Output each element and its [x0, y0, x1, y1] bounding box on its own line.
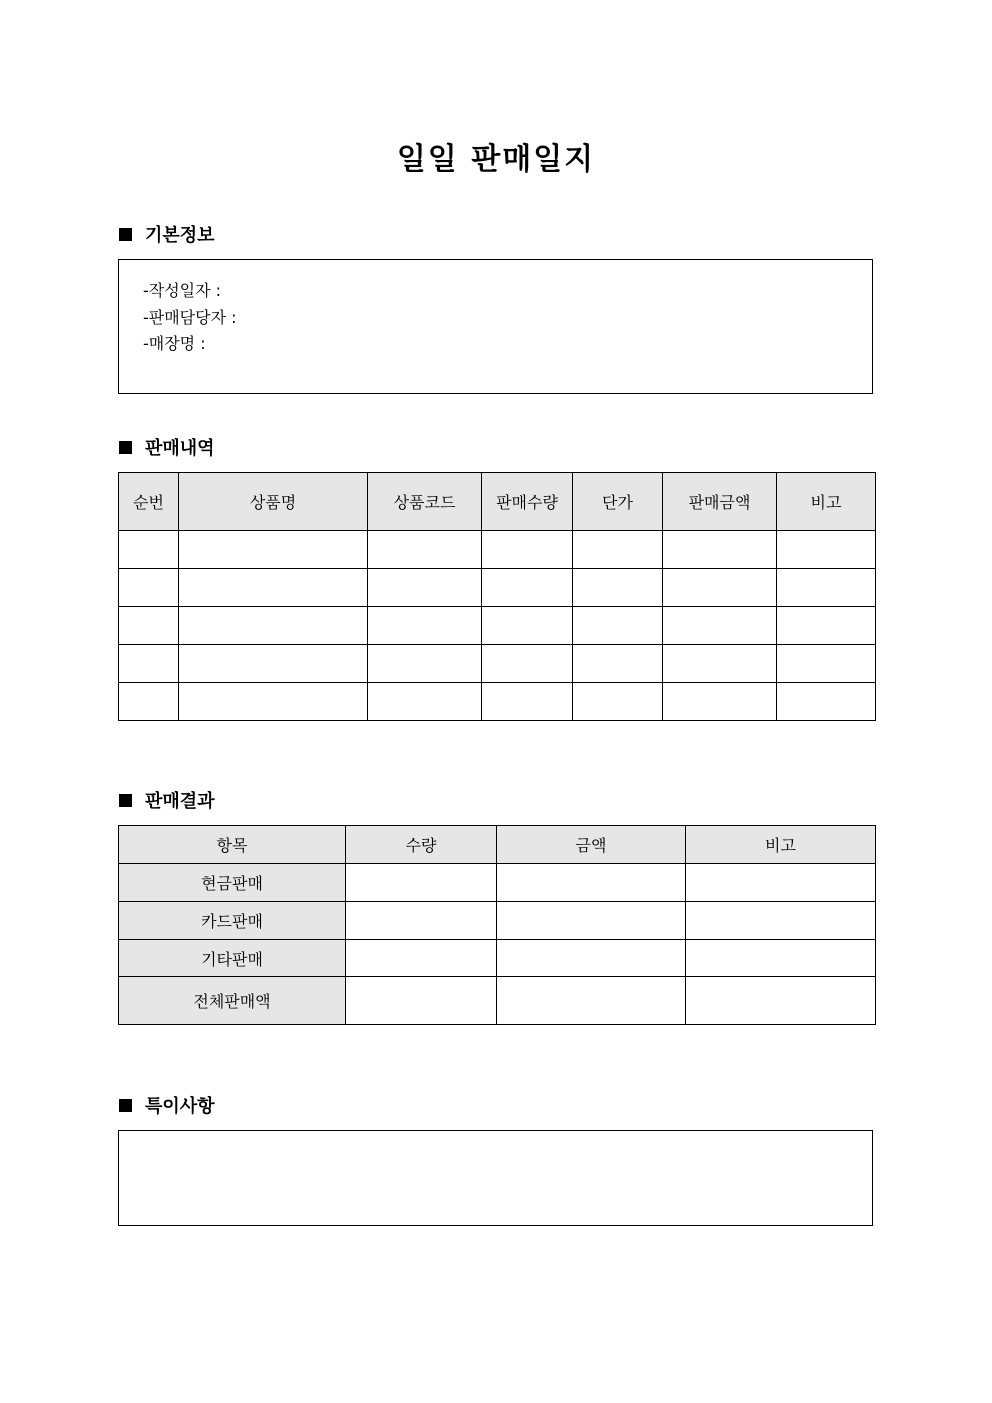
table-cell[interactable]: [663, 607, 777, 645]
section-heading-basic-info: [119, 222, 215, 246]
table-cell[interactable]: [777, 645, 876, 683]
table-cell[interactable]: [119, 531, 179, 569]
table-cell[interactable]: [573, 607, 663, 645]
table-row: [119, 977, 876, 1025]
table-cell[interactable]: [119, 683, 179, 721]
section-heading-sales-details: [119, 435, 215, 459]
table-cell[interactable]: [686, 940, 876, 977]
table-cell[interactable]: [573, 645, 663, 683]
table-row: [119, 607, 876, 645]
section-heading-sales-results: [119, 788, 215, 812]
section-heading-label: 기본정보: [145, 225, 215, 246]
section-heading-label: 특이사항: [145, 1096, 215, 1117]
column-header-product-code: 상품코드: [368, 473, 482, 531]
table-cell[interactable]: [346, 977, 497, 1025]
column-header-quantity: 판매수량: [482, 473, 573, 531]
table-row: [119, 531, 876, 569]
column-header-unit-price: 단가: [573, 473, 663, 531]
table-row: [119, 864, 876, 902]
table-cell[interactable]: [368, 531, 482, 569]
table-cell[interactable]: [482, 645, 573, 683]
table-cell[interactable]: [573, 683, 663, 721]
table-cell[interactable]: [346, 864, 497, 902]
square-bullet-icon: [119, 228, 132, 241]
table-cell[interactable]: [119, 569, 179, 607]
table-cell[interactable]: [497, 977, 686, 1025]
row-label-other-sales: 기타판매: [119, 940, 346, 977]
table-cell[interactable]: [179, 607, 368, 645]
table-cell[interactable]: [368, 683, 482, 721]
table-cell[interactable]: [119, 607, 179, 645]
table-cell[interactable]: [497, 940, 686, 977]
store-name-field-label: -매장명 :: [143, 334, 206, 353]
column-header-sales-amount: 판매금액: [663, 473, 777, 531]
row-label-cash-sales: 현금판매: [119, 864, 346, 902]
table-row: [119, 645, 876, 683]
section-heading-label: 판매결과: [145, 791, 215, 812]
section-heading-special-notes: [119, 1093, 215, 1117]
table-header-row: [119, 473, 876, 531]
sales-details-table: [118, 472, 876, 721]
basic-info-box: [118, 259, 873, 394]
table-row: [119, 902, 876, 940]
table-cell[interactable]: [346, 940, 497, 977]
table-cell[interactable]: [777, 683, 876, 721]
table-cell[interactable]: [686, 902, 876, 940]
table-header-row: [119, 826, 876, 864]
table-cell[interactable]: [179, 569, 368, 607]
column-header-remarks: 비고: [777, 473, 876, 531]
table-cell[interactable]: [497, 902, 686, 940]
table-cell[interactable]: [686, 977, 876, 1025]
date-field-label: -작성일자 :: [143, 281, 222, 300]
table-cell[interactable]: [119, 645, 179, 683]
table-cell[interactable]: [346, 902, 497, 940]
column-header-no: 순번: [119, 473, 179, 531]
special-notes-box[interactable]: [118, 1130, 873, 1226]
column-header-remarks: 비고: [686, 826, 876, 864]
table-cell[interactable]: [482, 607, 573, 645]
table-cell[interactable]: [368, 607, 482, 645]
table-row: [119, 940, 876, 977]
table-cell[interactable]: [179, 645, 368, 683]
row-label-total-sales: 전체판매액: [119, 977, 346, 1025]
sales-results-table: [118, 825, 876, 1025]
table-cell[interactable]: [482, 569, 573, 607]
table-cell[interactable]: [573, 531, 663, 569]
table-cell[interactable]: [482, 531, 573, 569]
sales-manager-field-label: -판매담당자 :: [143, 307, 237, 327]
table-cell[interactable]: [368, 569, 482, 607]
square-bullet-icon: [119, 794, 132, 807]
table-cell[interactable]: [368, 645, 482, 683]
table-cell[interactable]: [663, 569, 777, 607]
table-cell[interactable]: [482, 683, 573, 721]
table-cell[interactable]: [777, 569, 876, 607]
column-header-amount: 금액: [497, 826, 686, 864]
table-row: [119, 569, 876, 607]
row-label-card-sales: 카드판매: [119, 902, 346, 940]
square-bullet-icon: [119, 441, 132, 454]
page-title: 일일 판매일지: [396, 142, 596, 177]
section-heading-label: 판매내역: [145, 438, 215, 459]
table-cell[interactable]: [686, 864, 876, 902]
square-bullet-icon: [119, 1099, 132, 1112]
table-cell[interactable]: [573, 569, 663, 607]
table-cell[interactable]: [777, 531, 876, 569]
table-row: [119, 683, 876, 721]
table-cell[interactable]: [663, 531, 777, 569]
column-header-product-name: 상품명: [179, 473, 368, 531]
table-cell[interactable]: [497, 864, 686, 902]
table-cell[interactable]: [663, 683, 777, 721]
table-cell[interactable]: [179, 683, 368, 721]
column-header-item: 항목: [119, 826, 346, 864]
table-cell[interactable]: [777, 607, 876, 645]
table-cell[interactable]: [179, 531, 368, 569]
table-cell[interactable]: [663, 645, 777, 683]
column-header-quantity: 수량: [346, 826, 497, 864]
